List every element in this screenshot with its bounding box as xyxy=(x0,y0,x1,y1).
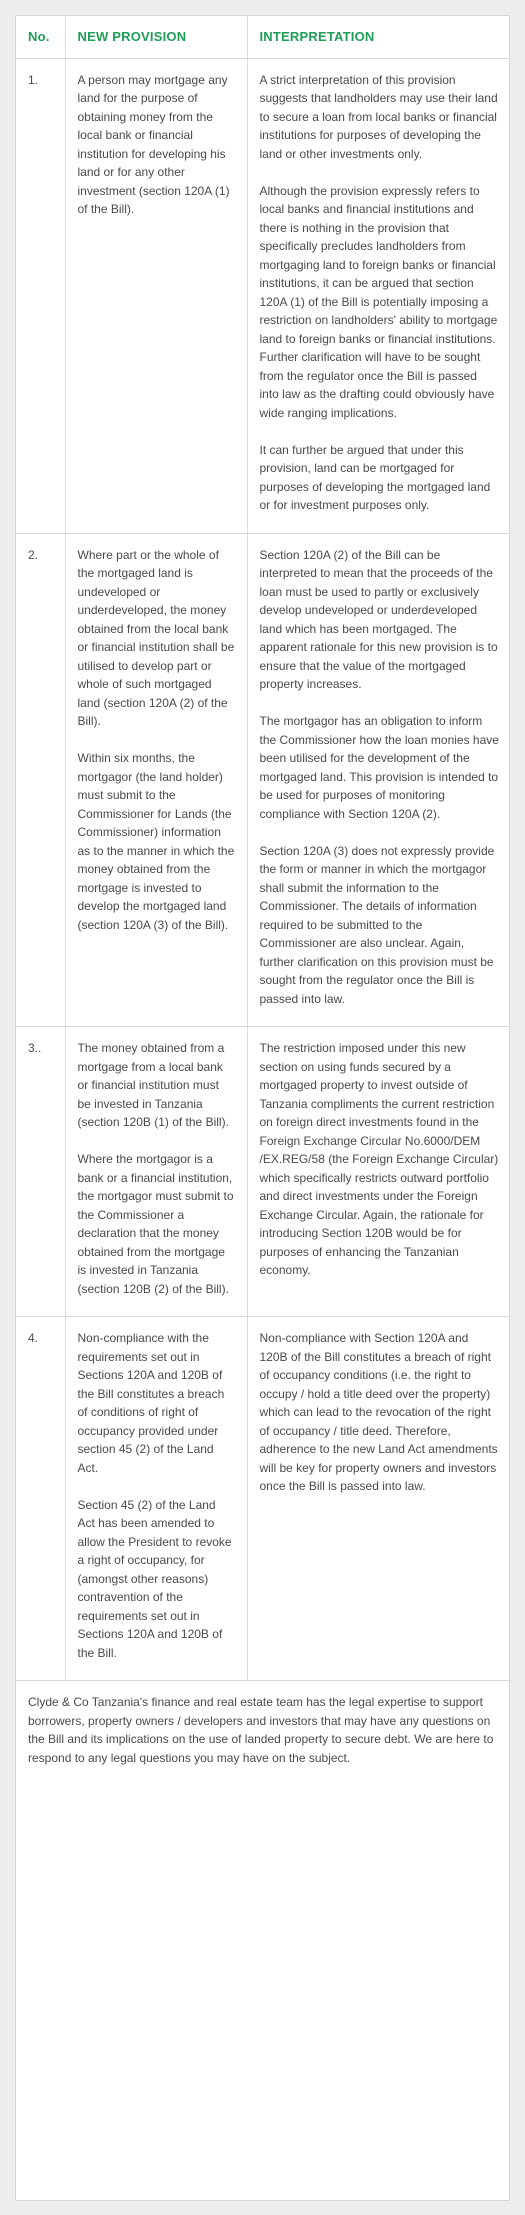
table-row xyxy=(16,58,511,533)
interpretation-paragraph: The mortgagor has an obligation to inform the Commissioner how the loan monies have been utilised for the development of the mortgaged land. This provision is intended to be used for purposes of monitoring compliance with Section 120A (2). xyxy=(259,714,499,821)
interpretation-paragraph: A strict interpretation of this provision suggests that landholders may use their land to secure a loan from local banks or financial institutions for purposes of developing the land or other investments only. xyxy=(259,72,498,161)
provision-paragraph: Within six months, the mortgagor (the land holder) must submit to the Commissioner for Lands (the Commissioner) information as to the manner in which the money obtained from the mortgage is invested to develop the mortgaged land (section 120A (3) of the Bill). xyxy=(77,751,235,932)
provision-paragraph: Where part or the whole of the mortgaged land is undeveloped or underdeveloped, the money obtained from the local bank or financial institution shall be utilised to develop part or whole of such mortgaged land (section 120A (2) of the Bill). xyxy=(77,547,235,728)
provisions-table xyxy=(16,16,511,1681)
provision-paragraph: The money obtained from a mortgage from a local bank or financial institution must be invested in Tanzania (section 120B (1) of the Bill). xyxy=(77,1041,229,1129)
row-number: 3.. xyxy=(16,1027,65,1317)
row-number: 2. xyxy=(16,533,65,1027)
interpretation-cell xyxy=(247,1027,511,1317)
header-no: No. xyxy=(16,16,65,58)
header-interpretation: INTERPRETATION xyxy=(247,16,511,58)
provision-paragraph: Non-compliance with the requirements set out in Sections 120A and 120B of the Bill constitutes a breach of conditions of right of occupancy provided under section 45 (2) of the Land Act. xyxy=(77,1331,225,1475)
provisions-document xyxy=(15,15,510,2201)
footer-note: Clyde & Co Tanzania's finance and real estate team has the legal expertise to support borrowers, property owners / developers and investors that may have any questions on the Bill and its implications on the use of landed property to secure debt. We are here to respond to any legal questions you may have on the subject. xyxy=(28,1695,494,1765)
interpretation-cell xyxy=(247,1317,511,1681)
interpretation-paragraph: Section 120A (2) of the Bill can be interpreted to mean that the proceeds of the loan must be used to partly or exclusively develop undeveloped or underdeveloped land which has been mortgaged. The apparent rationale for this new provision is to ensure that the value of the mortgaged property increases. xyxy=(259,547,498,691)
table-row xyxy=(16,1317,511,1681)
table-header-row xyxy=(16,16,511,58)
table-row xyxy=(16,533,511,1027)
provision-paragraph: Section 45 (2) of the Land Act has been amended to allow the President to revoke a right of occupancy, for (amongst other reasons) contravention of the requirements set out in Sections 120A and 120B of the Bill. xyxy=(77,1497,232,1660)
row-number: 1. xyxy=(16,58,65,533)
provision-paragraph: Where the mortgagor is a bank or a financial institution, the mortgagor must submit to the Commissioner a declaration that the money obtained from the mortgage is invested in Tanzania (section 120B (2) of the Bill). xyxy=(77,1152,234,1296)
interpretation-paragraph: It can further be argued that under this provision, land can be mortgaged for purposes of developing the mortgaged land or for investment purposes only. xyxy=(259,442,491,512)
provision-paragraph: A person may mortgage any land for the purpose of obtaining money from the local bank or financial institution for developing his land or for any other investment (section 120A (1) of the Bill). xyxy=(77,72,230,216)
row-number: 4. xyxy=(16,1317,65,1681)
interpretation-paragraph: Non-compliance with Section 120A and 120B of the Bill constitutes a breach of right of occupancy conditions (i.e. the right to occupy / hold a title deed over the property) which can lead to the revocation of the right of occupancy / title deed. Therefore, adherence to the new Land Act amendments will be key for property owners and investors once the Bill is passed into law. xyxy=(259,1331,498,1493)
provision-cell xyxy=(65,1317,247,1681)
interpretation-paragraph: The restriction imposed under this new section on using funds secured by a mortgaged property to invest outside of Tanzania compliments the current restriction on foreign direct investments found in the Foreign Exchange Circular No.6000/DEM /EX.REG/58 (the Foreign Exchange Circular) which specifically restricts outward portfolio and direct investments under the Foreign Exchange Circular. Again, the rationale for introducing Section 120B would be for purposes of enhancing the Tanzanian economy. xyxy=(259,1041,499,1277)
interpretation-cell xyxy=(247,533,511,1027)
provision-cell xyxy=(65,1027,247,1317)
provision-cell xyxy=(65,58,247,533)
table-row xyxy=(16,1027,511,1317)
interpretation-paragraph: Although the provision expressly refers to local banks and financial institutions and there is nothing in the provision that specifically precludes landholders from mortgaging land to foreign banks or financial institutions, it can be argued that section 120A (1) of the Bill is potentially imposing a restriction on landholders' ability to mortgage land to foreign banks or financial institutions. Further clarification will have to be sought from the regulator once the Bill is passed into law as the drafting could obviously have wide ranging implications. xyxy=(259,183,498,420)
header-new-provision: NEW PROVISION xyxy=(65,16,247,58)
interpretation-cell xyxy=(247,58,511,533)
provision-cell xyxy=(65,533,247,1027)
interpretation-paragraph: Section 120A (3) does not expressly provide the form or manner in which the mortgagor shall submit the information to the Commissioner. The details of information required to be submitted to the Commissioner are also unclear. Again, further clarification on this provision must be sought from the regulator once the Bill is passed into law. xyxy=(259,843,495,1006)
